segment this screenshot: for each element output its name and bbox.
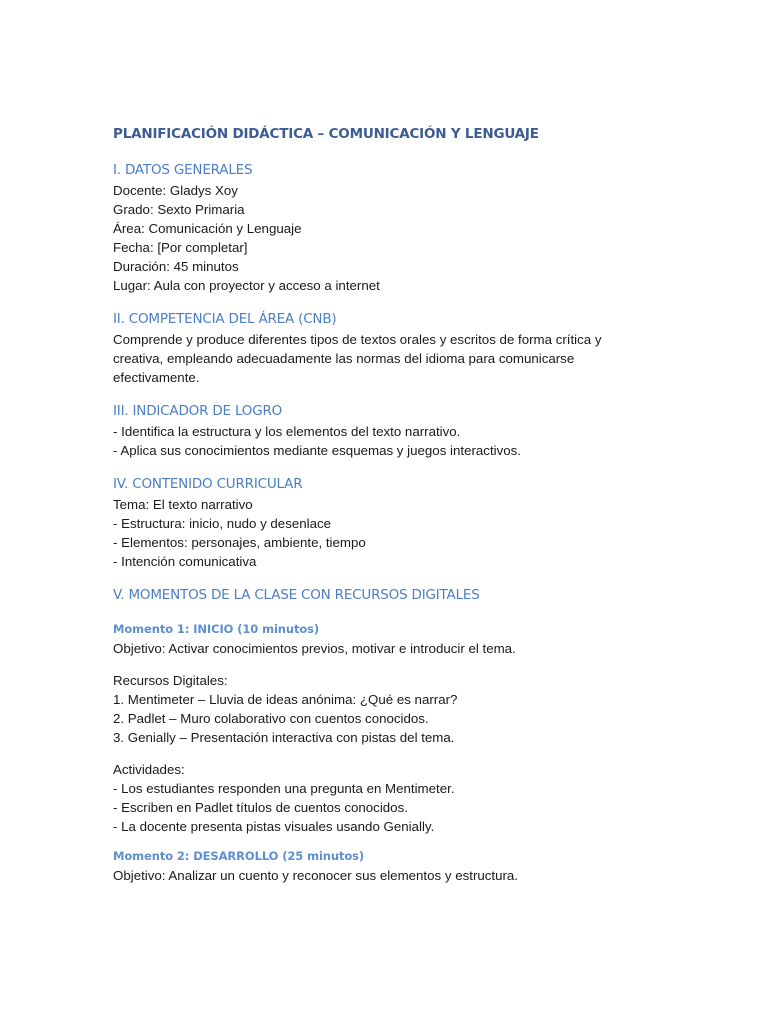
momento-objetivo: Objetivo: Analizar un cuento y reconocer sus elementos y estructura. [113, 868, 519, 883]
contenido-tema: Tema: El texto narrativo [113, 497, 253, 512]
datos-fecha: Fecha: [Por completar] [113, 240, 248, 255]
contenido-item: - Estructura: inicio, nudo y desenlace [113, 516, 332, 531]
datos-duracion: Duración: 45 minutos [113, 259, 239, 274]
momento-objetivo: Objetivo: Activar conocimientos previos, motivar e introducir el tema. [113, 641, 516, 656]
momento-inicio [113, 621, 633, 836]
contenido-item: - Intención comunicativa [113, 554, 257, 569]
recursos-label: Recursos Digitales: [113, 673, 228, 688]
section-heading: V. MOMENTOS DE LA CLASE CON RECURSOS DIGITALES [113, 587, 480, 603]
section-heading: III. INDICADOR DE LOGRO [113, 403, 283, 419]
section-contenido [113, 475, 633, 571]
section-heading: I. DATOS GENERALES [113, 162, 253, 178]
datos-area: Área: Comunicación y Lenguaje [113, 221, 302, 236]
actividades-label: Actividades: [113, 762, 185, 777]
section-datos-generales [113, 161, 633, 295]
indicador-item: - Identifica la estructura y los elementos del texto narrativo. [113, 424, 461, 439]
datos-grado: Grado: Sexto Primaria [113, 202, 245, 217]
section-competencia [113, 310, 633, 387]
actividad-item: - Escriben en Padlet títulos de cuentos conocidos. [113, 800, 408, 815]
subsection-heading: Momento 1: INICIO (10 minutos) [113, 622, 320, 636]
document-title: PLANIFICACIÓN DIDÁCTICA – COMUNICACIÓN Y LENGUAJE [113, 126, 539, 142]
competencia-text-line: efectivamente. [113, 370, 200, 385]
recurso-item: 1. Mentimeter – Lluvia de ideas anónima: ¿Qué es narrar? [113, 692, 458, 707]
competencia-text-line: creativa, empleando adecuadamente las normas del idioma para comunicarse [113, 351, 575, 366]
datos-lugar: Lugar: Aula con proyector y acceso a internet [113, 278, 380, 293]
section-indicador [113, 402, 633, 460]
section-heading: II. COMPETENCIA DEL ÁREA (CNB) [113, 311, 337, 327]
document-content [113, 124, 633, 885]
recurso-item: 2. Padlet – Muro colaborativo con cuentos conocidos. [113, 711, 429, 726]
indicador-item: - Aplica sus conocimientos mediante esquemas y juegos interactivos. [113, 443, 521, 458]
subsection-heading: Momento 2: DESARROLLO (25 minutos) [113, 849, 365, 863]
actividad-item: - Los estudiantes responden una pregunta en Mentimeter. [113, 781, 455, 796]
section-momentos [113, 586, 633, 885]
recurso-item: 3. Genially – Presentación interactiva con pistas del tema. [113, 730, 455, 745]
competencia-text-line: Comprende y produce diferentes tipos de textos orales y escritos de forma crítica y [113, 332, 602, 347]
actividad-item: - La docente presenta pistas visuales usando Genially. [113, 819, 435, 834]
momento-desarrollo [113, 848, 633, 885]
contenido-item: - Elementos: personajes, ambiente, tiempo [113, 535, 366, 550]
datos-docente: Docente: Gladys Xoy [113, 183, 238, 198]
section-heading: IV. CONTENIDO CURRICULAR [113, 476, 303, 492]
